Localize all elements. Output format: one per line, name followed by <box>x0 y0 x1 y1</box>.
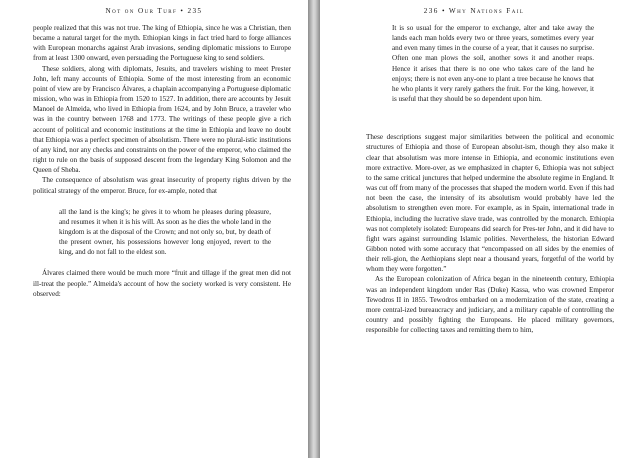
right-page <box>320 0 628 458</box>
left-paragraph-4: Álvares claimed there would be much more “fruit and tillage if the great men did not ill-treat the people.” Almeida's account of how the society worked is very consistent. He observed: <box>33 269 291 298</box>
book-gutter <box>308 0 320 458</box>
left-paragraph-1: people realized that this was not true. The king of Ethiopia, since he was a Christian, then became a natural target for the myth. Ethiopian kings in fact tried hard to forge alliances with European monarchs against Arab invasions, sending diplomatic missions to Europe from at least 1300 onward, even persuading the Portuguese king to send soldiers. <box>33 24 291 63</box>
left-running-head: Not on Our Turf • 235 <box>105 7 203 15</box>
right-paragraph-2: As the European colonization of Africa began in the nineteenth century, Ethiopia was an independent kingdom under Ras (Duke) Kassa, who was crowned Emperor Tewodros II in 1855. Tewodros embarked on a modernization of the state, creating a more central-ized bureaucracy and judiciary, and a military capable of controlling the country and possibly fighting the Europeans. He placed military governors, responsible for collecting taxes and remitting them to him, <box>366 275 614 335</box>
right-block-quote: It is so usual for the emperor to exchange, alter and take away the lands each man holds every two or three years, sometimes every year and even many times in the course of a year, that it causes no surprise. Often one man plows the soil, another sows it and another reaps. Hence it arises that there is no one who takes care of the land he enjoys; there is not even any-one to plant a tree because he knows that he who plants it very rarely gathers the fruit. For the king, however, it is useful that they should be so dependent upon him. <box>392 24 594 104</box>
right-paragraph-1: These descriptions suggest major similarities between the political and economic structures of Ethiopia and those of European absolut-ism, though they also make it clear that absolutism was more intense in Ethiopia, and economic institutions even more extractive. More-over, as we emphasized in chapter 6, Ethiopia was not subject to the same critical junctures that helped undermine the absolute regime in England. It was cut off from many of the processes that shaped the modern world. Even if this had not been the case, the intensity of its absolutism would probably have led the absolutism to strengthen even more. For example, as in Spain, international trade in Ethiopia, including the lucrative slave trade, was controlled by the monarch. Ethiopia was not completely isolated: Europeans did search for Pres-ter John, and it did have to fight wars against surrounding Islamic polities. Nevertheless, the historian Edward Gibbon noted with some accuracy that “encompassed on all sides by the enemies of their reli-gion, the Aethiopians slept near a thousand years, forgetful of the world by whom they were forgotten.” <box>366 133 614 274</box>
left-page-text <box>33 23 291 299</box>
left-paragraph-3: The consequence of absolutism was great insecurity of property rights driven by the political strategy of the emperor. Bruce, for ex-ample, noted that <box>33 176 291 195</box>
right-running-head: 236 • Why Nations Fail <box>423 7 525 15</box>
left-block-quote: all the land is the king's; he gives it to whom he pleases during pleasure, and resumes it when it is his will. As soon as he dies the whole land in the kingdom is at the disposal of the Crown; and not only so, but, by death of the present owner, his possessions however long enjoyed, revert to the king, and do not fall to the eldest son. <box>59 207 271 257</box>
left-paragraph-2: These soldiers, along with diplomats, Jesuits, and travelers wishing to meet Prester John, left many accounts of Ethiopia. Some of the most interesting from an economic point of view are by Francisco Álvares, a chaplain accompanying a Portuguese diplomatic mission, who was in Ethiopia from 1520 to 1527. In addition, there are accounts by Jesuit Manoel de Almeida, who lived in Ethiopia from 1624, and by John Bruce, a traveler who was in the country between 1768 and 1773. The writings of these people give a rich account of political and economic institutions at the time in Ethiopia and leave no doubt that Ethiopia was a perfect specimen of absolutism. There were no plural-istic institutions of any kind, nor any checks and constraints on the power of the emperor, who claimed the right to rule on the basis of supposed descent from the legendary King Solomon and the Queen of Sheba. <box>33 64 291 175</box>
right-page-text <box>366 23 614 335</box>
left-page <box>0 0 308 458</box>
